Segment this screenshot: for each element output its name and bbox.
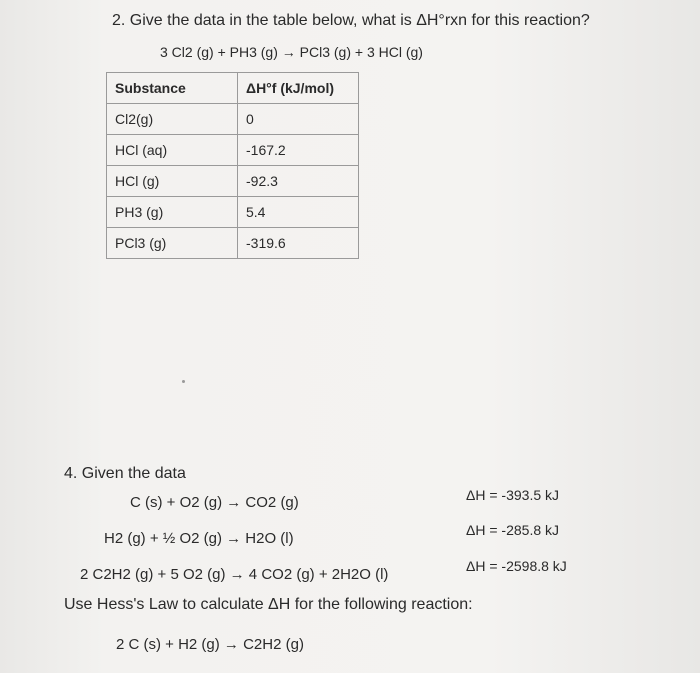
given-enthalpy-2: ΔH = -285.8 kJ [466, 522, 560, 538]
table-cell-substance: HCl (g) [107, 166, 238, 197]
table-row [107, 104, 359, 135]
table-row [107, 228, 359, 259]
pen-dot-mark [182, 380, 185, 383]
table-cell-value: -167.2 [238, 135, 359, 166]
question-2-reaction: 3 Cl2 (g) + PH3 (g) → PCl3 (g) + 3 HCl (g) [160, 44, 423, 60]
given-reaction-2: H2 (g) + ½ O2 (g) → H2O (l) [104, 530, 294, 547]
question-2-text: 2. Give the data in the table below, what is ΔH°rxn for this reaction? [112, 12, 590, 29]
table-row [107, 197, 359, 228]
hess-law-instruction: Use Hess's Law to calculate ΔH for the following reaction: [64, 596, 473, 613]
table-cell-substance: HCl (aq) [107, 135, 238, 166]
table-cell-substance: PCl3 (g) [107, 228, 238, 259]
given-enthalpy-3: ΔH = -2598.8 kJ [466, 558, 567, 574]
table-cell-substance: PH3 (g) [107, 197, 238, 228]
table-header-substance: Substance [107, 73, 238, 104]
table-row [107, 166, 359, 197]
target-reaction: 2 C (s) + H2 (g) → C2H2 (g) [116, 636, 304, 653]
table-header-row [107, 73, 359, 104]
given-reaction-1: C (s) + O2 (g) → CO2 (g) [130, 494, 299, 511]
question-4-intro: 4. Given the data [64, 465, 186, 482]
table-cell-substance: Cl2(g) [107, 104, 238, 135]
table-row [107, 135, 359, 166]
table-cell-value: -92.3 [238, 166, 359, 197]
enthalpy-table [106, 72, 359, 259]
given-reaction-3: 2 C2H2 (g) + 5 O2 (g) → 4 CO2 (g) + 2H2O (l) [80, 566, 389, 583]
given-enthalpy-1: ΔH = -393.5 kJ [466, 487, 560, 503]
table-cell-value: 0 [238, 104, 359, 135]
table-header-enthalpy: ΔH°f (kJ/mol) [238, 73, 359, 104]
table-cell-value: -319.6 [238, 228, 359, 259]
table-cell-value: 5.4 [238, 197, 359, 228]
